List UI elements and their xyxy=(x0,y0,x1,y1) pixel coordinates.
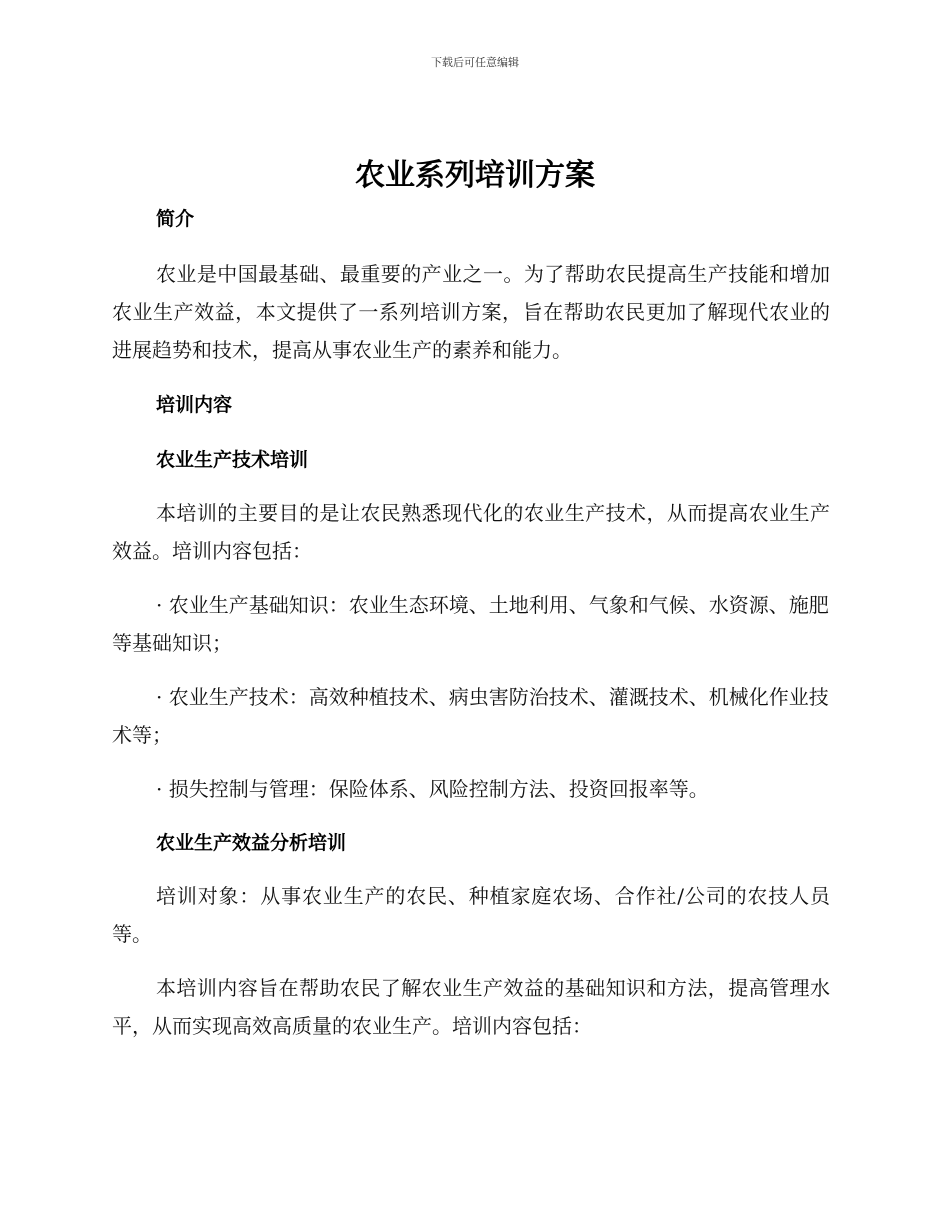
tech-paragraph: 本培训的主要目的是让农民熟悉现代化的农业生产技术，从而提高农业生产效益。培训内容包括： xyxy=(112,501,830,563)
header-note: 下载后可任意编辑 xyxy=(431,56,519,69)
intro-paragraph: 农业是中国最基础、最重要的产业之一。为了帮助农民提高生产技能和增加农业生产效益，本文提供了一系列培训方案，旨在帮助农民更加了解现代农业的进展趋势和技术，提高从事农业生产的素养和能力。 xyxy=(112,262,830,362)
tech-bullet-item: · 损失控制与管理：保险体系、风险控制方法、投资回报率等。 xyxy=(156,777,709,801)
benefit-paragraph-content: 本培训内容旨在帮助农民了解农业生产效益的基础知识和方法，提高管理水平，从而实现高效高质量的农业生产。培训内容包括： xyxy=(112,976,830,1038)
subsection-heading-tech: 农业生产技术培训 xyxy=(156,449,309,471)
subsection-heading-benefit: 农业生产效益分析培训 xyxy=(156,832,347,854)
section-heading-content: 培训内容 xyxy=(156,394,233,416)
tech-bullet-item: · 农业生产技术：高效种植技术、病虫害防治技术、灌溉技术、机械化作业技术等； xyxy=(112,685,829,747)
document-body xyxy=(112,200,830,1045)
section-heading-intro: 简介 xyxy=(156,208,195,230)
document-title: 农业系列培训方案 xyxy=(355,158,595,193)
benefit-paragraph-audience: 培训对象：从事农业生产的农民、种植家庭农场、合作社/公司的农技人员等。 xyxy=(112,884,830,946)
tech-bullet-item: · 农业生产基础知识：农业生态环境、土地利用、气象和气候、水资源、施肥等基础知识； xyxy=(112,593,829,655)
